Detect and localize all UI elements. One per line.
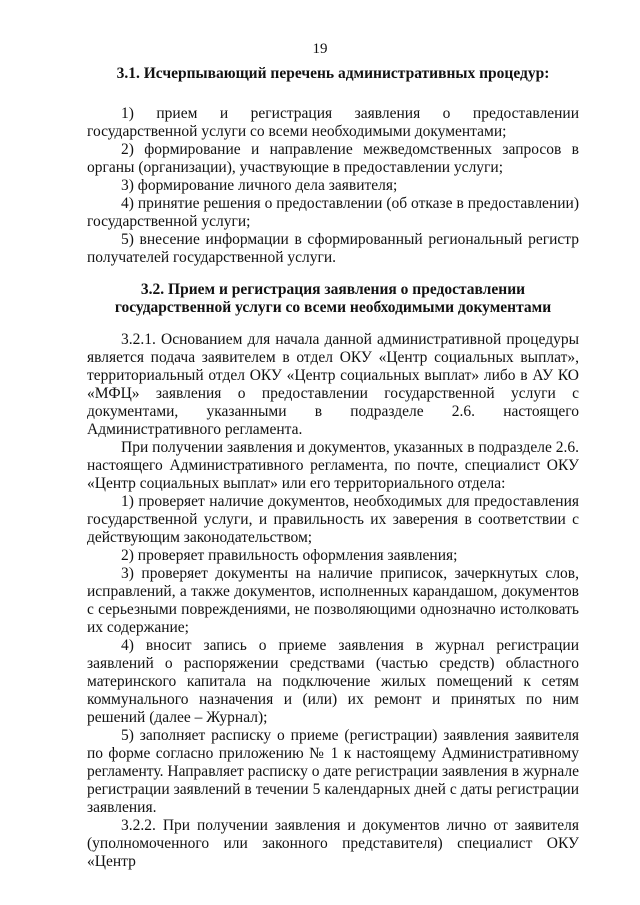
section-3-2-heading-line-2: государственной услуги со всеми необходимыми документами bbox=[114, 299, 552, 316]
section-3-1-item: 2) формирование и направление межведомственных запросов в органы (организации), участвующие в предоставлении услуги; bbox=[87, 141, 579, 176]
procedure-step: 1) проверяет наличие документов, необходимых для предоставления государственной услуги, и правильность их заверения в соответствии с действующим законодательством; bbox=[87, 493, 579, 546]
procedure-step: 4) вносит запись о приеме заявления в журнал регистрации заявлений о распоряжении средствами (частью средств) областного материнского капитала на подключение жилых помещений к сетям коммунального назначения и (или) их ремонт и принятых по ним решений (далее – Журнал); bbox=[87, 637, 579, 726]
section-3-1-item: 1) прием и регистрация заявления о предоставлении государственной услуги со всеми необходимыми документами; bbox=[87, 105, 579, 140]
paragraph-line: документами, указанными в подразделе 2.6. настоящего bbox=[87, 403, 579, 420]
paragraph-line: является подача заявителем в отдел ОКУ «Центр социальных выплат», bbox=[87, 349, 579, 366]
paragraph-3-2-1 bbox=[87, 331, 579, 439]
section-3-1-item: 4) принятие решения о предоставлении (об отказе в предоставлении) государственной услуги; bbox=[87, 195, 579, 230]
paragraph-line: «МФЦ» заявления о предоставлении государственной услуги с bbox=[87, 385, 579, 402]
spacer bbox=[87, 317, 579, 331]
procedure-step: 2) проверяет правильность оформления заявления; bbox=[121, 547, 458, 564]
spacer bbox=[87, 267, 579, 281]
paragraph-line: Административного регламента. bbox=[87, 421, 303, 438]
paragraph-line: 3.2.1. Основанием для начала данной административной процедуры bbox=[121, 331, 579, 348]
paragraph-3-2-2: 3.2.2. При получении заявления и документов лично от заявителя (уполномоченного или законного представителя) специалист ОКУ «Центр bbox=[87, 817, 579, 870]
procedure-step: 5) заполняет расписку о приеме (регистрации) заявления заявителя по форме согласно приложению № 1 к настоящему Административному регламенту. Направляет расписку о дате регистрации заявления в журнале регистрации заявлений в течении 5 календарных дней с даты регистрации заявления. bbox=[87, 727, 579, 816]
page-number: 19 bbox=[312, 41, 328, 57]
page-content bbox=[87, 65, 579, 871]
section-3-1-item: 3) формирование личного дела заявителя; bbox=[121, 177, 398, 194]
paragraph-intro: При получении заявления и документов, указанных в подразделе 2.6. настоящего Административного регламента, по почте, специалист ОКУ «Центр социальных выплат» или его территориального отдела: bbox=[87, 439, 579, 492]
section-3-1-item: 5) внесение информации в сформированный региональный регистр получателей государственной услуги. bbox=[87, 231, 579, 266]
section-3-2-heading-line-1: 3.2. Прием и регистрация заявления о предоставлении bbox=[140, 281, 526, 298]
procedure-step: 3) проверяет документы на наличие приписок, зачеркнутых слов, исправлений, а также документов, исполненных карандашом, документов с серьезными повреждениями, не позволяющими однозначно истолковать их содержание; bbox=[87, 565, 579, 636]
paragraph-line: территориальный отдел ОКУ «Центр социальных выплат» либо в АУ КО bbox=[87, 367, 579, 384]
section-3-1-heading: 3.1. Исчерпывающий перечень административных процедур: bbox=[116, 65, 550, 82]
spacer bbox=[87, 83, 579, 105]
